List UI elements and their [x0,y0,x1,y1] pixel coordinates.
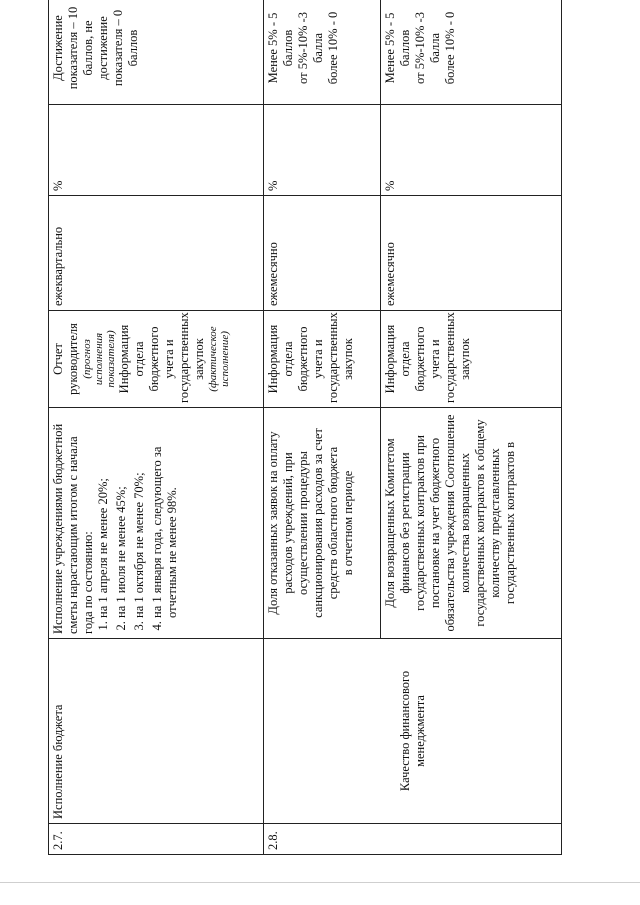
score-cell [264,0,381,105]
indicator-cell [264,408,381,639]
score-line: от 5%-10% -3 балла [296,12,325,84]
category-cell: Качество финансового менеджмента [264,639,562,824]
list-item: 4. на 1 января года, следующего за отчетным не менее 98%. [150,412,180,618]
table-row [264,0,381,855]
indicator-text: Доля отказанных заявок на оплату расходов учреждений, при осуществлении процедуры санкционирования расходов за счет средств областного бюджета [266,428,340,618]
list-item: 3. на 1 октября не менее 70%; [132,412,147,618]
source-cell: Информация отдела бюджетного учета и государственных закупок [264,311,381,408]
page-edge-line [0,882,640,883]
score-line: более 10% - 0 [443,11,457,85]
row-number: 2.7. [49,824,264,855]
period-cell: ежемесячно [264,196,381,311]
period-cell: ежемесячно [381,196,562,311]
indicator-list [96,412,180,634]
source-note: (фактическое исполнение) [207,326,231,392]
score-cell [381,0,562,105]
source-cell [49,311,264,408]
criteria-table [48,0,562,855]
unit-cell: % [49,105,264,196]
row-number: 2.8. [264,824,562,855]
indicator-cell: Доля возвращенных Комитетом финансов без регистрации государственных контрактов при постановке на учет бюджетного обязательства учреждения Соотношение количества возвращенных государственных контрактов к общему количеству представленных государственных контрактов в [381,408,562,639]
source-note: (прогноз исполнения показателя) [81,330,117,388]
rotated-page [48,6,568,855]
list-item: 2. на 1 июля не менее 45%; [114,412,129,618]
indicator-intro: Исполнение учреждениями бюджетной сметы нарастающим итогом с начала года по состоянию: [51,423,95,634]
unit-cell: % [264,105,381,196]
table-row [49,0,264,855]
score-cell: Достижение показателя – 10 баллов, не достижение показателя – 0 баллов [49,0,264,105]
source-text: Информация отдела бюджетного учета и государственных закупок [117,312,206,403]
score-line: от 5%-10% -3 балла [413,12,442,84]
source-cell: Информация отдела бюджетного учета и государственных закупок [381,311,562,408]
score-line: более 10% - 0 [326,11,340,85]
category-cell: Исполнение бюджета [49,639,264,824]
score-line: Менее 5% - 5 баллов [266,12,295,84]
unit-cell: % [381,105,562,196]
score-line: Менее 5% - 5 баллов [383,12,412,84]
indicator-cell [49,408,264,639]
list-item: 1. на 1 апреля не менее 20%; [96,412,111,618]
source-text: Отчет руководителя [51,323,80,395]
indicator-text: в отчетном периоде [341,470,355,576]
period-cell: ежеквартально [49,196,264,311]
